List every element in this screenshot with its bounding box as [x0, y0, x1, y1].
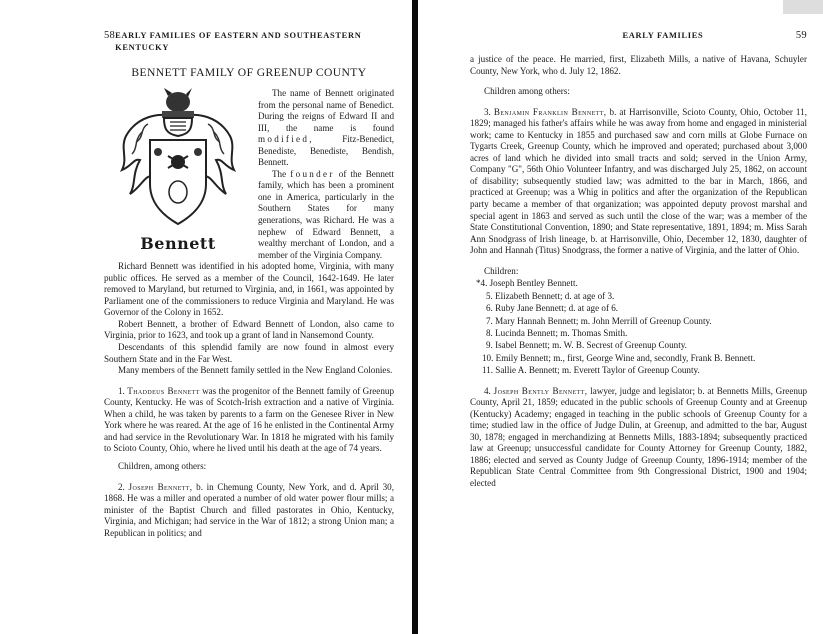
entry-4-text: lawyer, judge and legislator; b. at Bennetts Mills, Greenup County, April 21, 1859; educated in the public schools of Greenup County and at Greenup (Kentucky) Academy; engaged in teaching in the public schools of Greenup County for a time; studied law in the office of Judge Dulin, at Greenup, and admitted to the bar, August 30, 1878; engaged in merchandizing at Bennetts Mills, 1883-1894; subsequently practiced law at Greenup; unsuccessful candidate for County Attorney for Greenup County, 1882, 1886; elected and served as County Judge of Greenup County, 1896-1914; member of the Republican State Central Committee from 9th Congressional District, 1900 and 1904; elected — [470, 385, 807, 488]
running-header-right — [470, 30, 807, 42]
children-among-1: Children, among others: — [118, 460, 207, 471]
page-number-left: 58 — [104, 30, 116, 41]
paragraph-descendants: Descendants of this splendid family are now found in almost every Southern State and in the Far West. — [104, 342, 394, 364]
list-item: 11. Sallie A. Bennett; m. Everett Taylor of Greenup County. — [482, 365, 700, 376]
children-among-2: Children among others: — [484, 86, 570, 97]
chapter-title: BENNETT FAMILY OF GREENUP COUNTY — [131, 66, 367, 79]
running-head-right: EARLY FAMILIES — [622, 31, 704, 40]
list-item: 5. Elizabeth Bennett; d. at age of 3. — [486, 290, 615, 301]
crest-motto: Bennett — [140, 234, 216, 253]
entry-2-number: 2. — [118, 481, 125, 492]
entry-2-name: Joseph Bennett, — [128, 481, 193, 492]
page-number-right: 59 — [795, 30, 807, 41]
entry-4-number: 4. — [484, 385, 491, 396]
entry-3-number: 3. — [484, 106, 491, 117]
entry-1-number: 1. — [118, 385, 125, 396]
paragraph-thaddeus — [104, 386, 394, 455]
intro-1-text: The name of Bennett originated from the personal name of Benedict. During the reigns of Edward II and III, the name is found — [258, 88, 394, 133]
children-list — [470, 277, 807, 376]
paragraph-benjamin — [470, 107, 807, 257]
intro-2-text: of the Bennett family, which has been a prominent one in America, particularly in the Southern States for many generations, was Richard. He was a nephew of Edward Bennett, a wealthy merchant of London, and a member of the Virginia Company. — [258, 168, 394, 260]
paragraph-joseph-bently — [470, 386, 807, 490]
coat-of-arms — [104, 88, 252, 258]
entry-2-text: b. in Chemung County, New York, and d. April 30, 1868. He was a miller and operated a number of old water power flour mills; a minister of the Baptist Church and filled pastorates in Ohio, Kentucky, Virginia, and Michigan; had service in the War of 1812; a strong Union man; a Republican in politics; and — [104, 481, 395, 538]
intro-2-pre: The — [272, 168, 287, 179]
running-header-left — [104, 30, 394, 54]
intro-1-modified: modified, — [258, 134, 314, 145]
paragraph-continuation: a justice of the peace. He married, first, Elizabeth Mills, a native of Havana, Schuyler County, New York, who d. July 12, 1862. — [470, 54, 807, 76]
right-page — [418, 0, 823, 634]
coat-of-arms-icon — [118, 88, 238, 232]
list-item: 9. Isabel Bennett; m. W. B. Secrest of Greenup County. — [486, 340, 687, 351]
paragraph-joseph — [104, 482, 394, 540]
list-item: 6. Ruby Jane Bennett; d. at age of 6. — [486, 303, 619, 314]
entry-1-name: Thaddeus Bennett — [127, 385, 200, 396]
running-head-left: EARLY FAMILIES OF EASTERN AND SOUTHEASTERN KENTUCKY — [115, 31, 362, 52]
children-label: Children: — [484, 265, 519, 276]
list-item: *4. Joseph Bentley Bennett. — [476, 278, 578, 289]
entry-3-name: Benjamin Franklin Bennett, — [493, 106, 607, 117]
intro-1-end: Fitz-Benedict, Benediste, Benediste, Bendish, Bennett. — [258, 134, 394, 168]
list-item: 7. Mary Hannah Bennett; m. John Merrill of Greenup County. — [486, 315, 712, 326]
paragraph-richard: Richard Bennett was identified in his adopted home, Virginia, with many public offices. He served as a member of the Council, 1642-1649. He later removed to Maryland, but returned to Virginia, and, in 1661, was appointed by Parliament one of the commissioners to reduce Virginia and Maryland. He was Governor of the Colony in 1652. — [104, 261, 394, 318]
paragraph-many: Many members of the Bennett family settled in the New England Colonies. — [118, 365, 393, 376]
page-corner — [783, 0, 823, 14]
entry-1-text: was the progenitor of the Bennett family of Greenup County, Kentucky. He was of Scotch-Irish extraction and a native of Virginia. When a child, he was taken by parents to a farm on the Genesee River in New York where he was reared. At the age of 16 he enlisted in the Continental Army and had service in the Revolutionary War. In 1818 he migrated with his family to Scioto County, Ohio, where he lived until his death at the age of 74 years. — [104, 385, 394, 454]
intro-2-founder: founder — [290, 168, 335, 179]
list-item: 10. Emily Bennett; m., first, George Wine and, secondly, Frank B. Bennett. — [482, 352, 756, 363]
paragraph-robert: Robert Bennett, a brother of Edward Bennett of London, also came to Virginia, prior to 1623, and took up a grant of land in Nansemond County. — [104, 318, 394, 341]
entry-4-name: Joseph Bently Bennett, — [493, 385, 588, 396]
list-item: 8. Lucinda Bennett; m. Thomas Smith. — [486, 327, 628, 338]
entry-3-text: b. at Harrisonville, Scioto County, Ohio, October 11, 1829; managed his father's affairs while he was away from home and engaged in ministerial work; came to Kentucky in 1855 and purchased saw and corn mills at Globe Furnace on Tygarts Creek, Greenup County, which he improved and operated; purchased about 3,000 acres of land which he divided into small tracts and sold; served in the Union Army, Company "G", 56th Ohio Volunteer Infantry, and was discharged July 25, 1862, on account of disability; subsequently studied law; was admitted to the bar in March, 1866, and practiced at Greenup; was a Whig in politics and after the organization of the Republican party became a member of that organization; was appointed deputy provost marshal and special agent in 1863 and served as such until the close of the war; was a member of the State Constitutional Convention, 1890; and State representative, 1891, 1894; m. Miss Sarah Ann Snodgrass of Irish lineage, b. at Harrisonville, Ohio, December 12, 1830, daughter of John and Hannah (Titus) Snodgrass, the former a native of Virginia, and the latter of Ohio. — [470, 106, 807, 256]
